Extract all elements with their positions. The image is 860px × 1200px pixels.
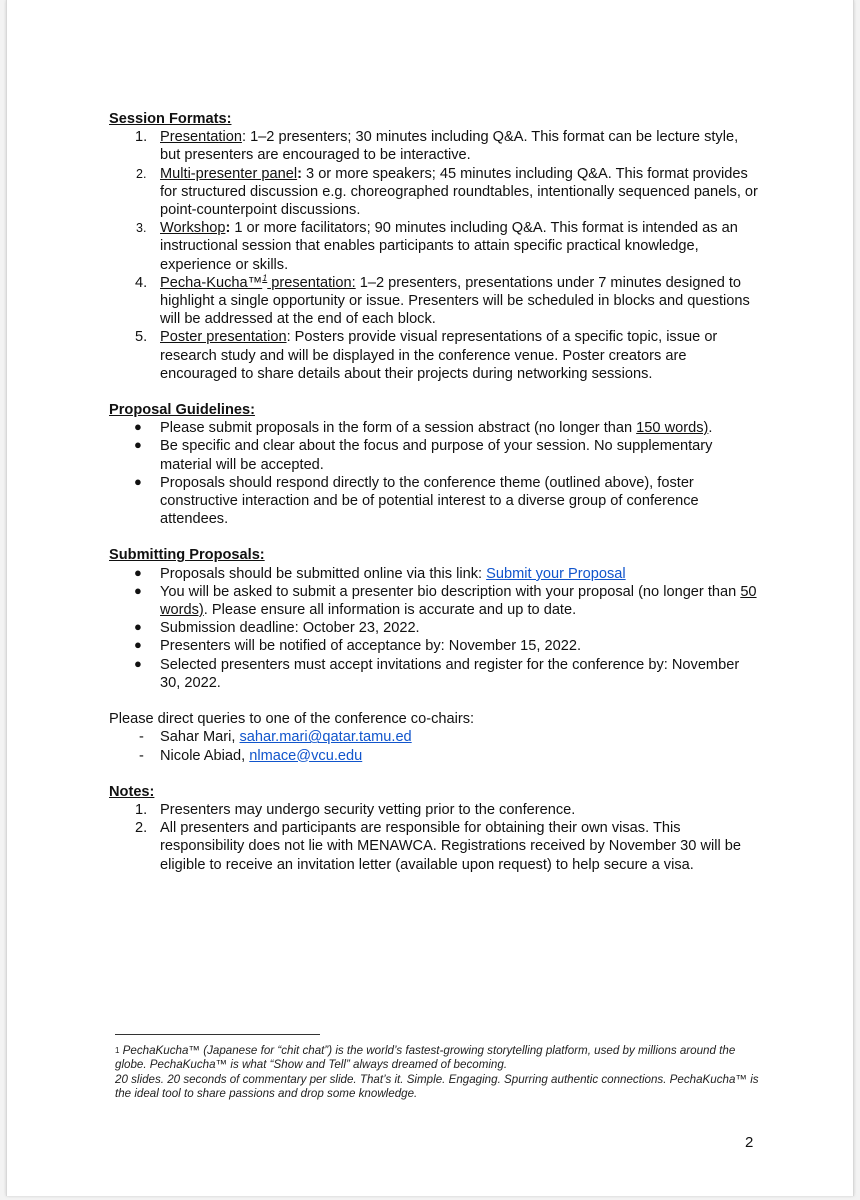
format-description: 1 or more facilitators; 90 minutes including Q&A. This format is intended as an instructional session that enables participants to attain specific practical knowledge, experience or skills. <box>160 220 738 273</box>
contact-name: Sahar Mari, <box>160 729 240 746</box>
list-item <box>109 637 759 655</box>
footnote-line-1 <box>115 1044 765 1073</box>
format-separator: : <box>241 129 247 146</box>
item-text: Please submit proposals in the form of a session abstract (no longer than <box>160 420 637 437</box>
email-link[interactable]: sahar.mari@qatar.tamu.ed <box>239 729 412 746</box>
list-item <box>109 801 759 819</box>
bullet-icon: ● <box>134 637 142 653</box>
footnote-marker: 1 <box>115 1046 120 1055</box>
proposal-guidelines-section <box>109 401 759 528</box>
format-separator: : <box>225 220 231 237</box>
queries-intro: Please direct queries to one of the conference co-chairs: <box>109 711 475 728</box>
list-number: 1. <box>135 129 148 146</box>
bullet-icon: ● <box>134 437 142 453</box>
dash-marker: - <box>139 729 144 746</box>
list-item <box>109 165 759 220</box>
list-number: 3. <box>136 221 147 236</box>
page-content <box>109 110 759 892</box>
format-separator: : <box>286 329 291 346</box>
bullet-icon: ● <box>134 655 142 671</box>
item-text: Proposals should respond directly to the conference theme (outlined above), foster constructive interaction and be of potential interest to a diverse group of conference attendees. <box>160 474 699 528</box>
item-text: Presenters will be notified of acceptance by: November 15, 2022. <box>160 638 582 655</box>
list-number: 2. <box>136 166 147 181</box>
format-title: Pecha-Kucha™ <box>160 274 263 291</box>
item-text: Selected presenters must accept invitations and register for the conference by: November 30, 2022. <box>160 656 740 691</box>
format-title: Workshop <box>160 220 226 237</box>
footnote-text: PechaKucha™ (Japanese for “chit chat”) is the world’s fastest-growing storytelling platform, used by millions around the globe. PechaKucha™ is what “Show and Tell” always dreamed of becoming. <box>115 1044 736 1072</box>
list-item <box>109 819 759 874</box>
submitting-proposals-list <box>109 565 759 692</box>
submit-proposal-link[interactable]: Submit your Proposal <box>486 565 626 582</box>
footnote-line-2: 20 slides. 20 seconds of commentary per slide. That’s it. Simple. Engaging. Spurring authentic connections. PechaKucha™ is the ideal tool to share passions and drop some knowledge. <box>115 1072 759 1101</box>
list-item <box>109 437 759 473</box>
list-item <box>109 474 759 529</box>
word-limit: 150 words) <box>636 420 709 437</box>
list-item <box>109 747 759 765</box>
list-item <box>109 128 759 164</box>
list-item <box>109 565 759 583</box>
session-formats-heading: Session Formats: <box>109 111 232 127</box>
queries-section <box>109 710 759 765</box>
bullet-icon: ● <box>134 419 142 435</box>
format-title: Poster presentation <box>160 329 287 346</box>
format-separator: : <box>297 165 302 182</box>
note-text: Presenters may undergo security vetting prior to the conference. <box>160 801 576 818</box>
page-number: 2 <box>745 1134 754 1151</box>
format-description: 1–2 presenters; 30 minutes including Q&A. This format can be lecture style, but presenters are encouraged to be interactive. <box>160 129 739 164</box>
format-description: 1–2 presenters, presentations under 7 minutes designed to highlight a single opportunity or issue. Presenters will be scheduled in blocks and questions will be addressed at the end of each block. <box>160 274 750 328</box>
footnote-reference[interactable]: 1 <box>262 272 268 283</box>
session-formats-section <box>109 110 759 383</box>
list-number: 4. <box>135 274 148 291</box>
format-title: Presentation <box>160 129 242 146</box>
item-text: You will be asked to submit a presenter bio description with your proposal (no longer than <box>160 583 741 600</box>
format-description: 3 or more speakers; 45 minutes including Q&A. This format provides for structured discussion e.g. choreographed roundtables, intentionally sequenced panels, or point-counterpoint discussions. <box>160 165 758 219</box>
proposal-guidelines-list <box>109 419 759 528</box>
bullet-icon: ● <box>134 582 142 598</box>
format-description: Posters provide visual representations of a specific topic, issue or research study and will be displayed in the conference venue. Poster creators are encouraged to share details about their projects during networking sessions. <box>160 329 718 382</box>
item-text: Be specific and clear about the focus and purpose of your session. No supplementary material will be accepted. <box>160 438 713 473</box>
bullet-icon: ● <box>134 619 142 635</box>
notes-heading: Notes: <box>109 783 155 800</box>
format-title: Multi-presenter panel <box>160 165 298 182</box>
list-item <box>109 419 759 437</box>
bullet-icon: ● <box>134 473 142 489</box>
footnote-divider <box>115 1034 320 1035</box>
email-link[interactable]: nlmace@vcu.edu <box>249 747 363 764</box>
proposal-guidelines-heading: Proposal Guidelines: <box>109 402 255 419</box>
submitting-proposals-section <box>109 546 759 692</box>
list-number: 1. <box>135 801 148 818</box>
list-number: 5. <box>135 329 148 346</box>
contact-name: Nicole Abiad, <box>160 747 250 764</box>
list-item <box>109 728 759 746</box>
submitting-proposals-heading: Submitting Proposals: <box>109 547 265 564</box>
item-text: Proposals should be submitted online via this link: <box>160 565 487 582</box>
bullet-icon: ● <box>134 564 142 580</box>
list-item <box>109 619 759 637</box>
list-item <box>109 656 759 692</box>
notes-list <box>109 801 759 874</box>
item-text: Submission deadline: October 23, 2022. <box>160 620 420 637</box>
item-text-end: . Please ensure all information is accurate and up to date. <box>203 602 577 619</box>
list-number: 2. <box>135 820 148 837</box>
note-text: All presenters and participants are responsible for obtaining their own visas. This responsibility does not lie with MENAWCA. Registrations received by November 30 will be eligible to receive an invitation letter (available upon request) to help secure a visa. <box>160 820 742 873</box>
list-item <box>109 583 759 619</box>
notes-section <box>109 783 759 874</box>
co-chairs-list <box>109 728 759 764</box>
format-title-suffix: presentation: <box>267 274 356 291</box>
dash-marker: - <box>139 747 144 764</box>
list-item <box>109 219 759 274</box>
list-item <box>109 328 759 383</box>
session-formats-list <box>109 128 759 383</box>
footnote <box>115 1044 765 1102</box>
word-limit: 50 words) <box>160 583 757 619</box>
document-page <box>6 0 854 1196</box>
item-text-end: . <box>708 420 713 437</box>
list-item <box>109 274 759 329</box>
